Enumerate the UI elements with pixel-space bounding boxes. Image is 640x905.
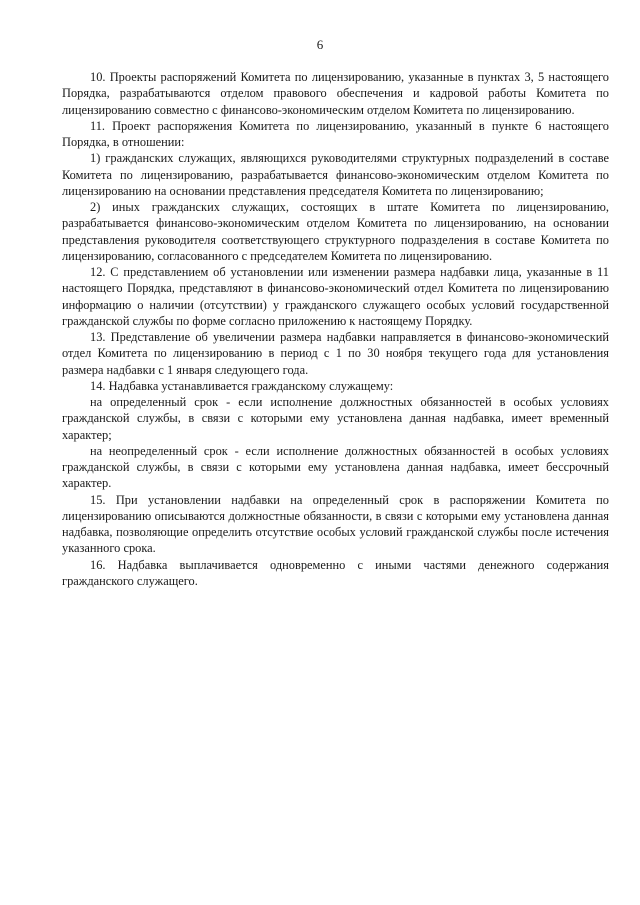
paragraph-15: 15. При установлении надбавки на определенный срок в распоряжении Комитета по лицензированию описываются должностные обязанности, в связи с которыми ему установлена данная надбавка, позволяющие определить отсутствие особых условий гражданской службы после истечения указанного срока. (62, 492, 609, 556)
page-number: 6 (316, 37, 324, 52)
paragraph-16: 16. Надбавка выплачивается одновременно с иными частями денежного содержания гражданского служащего. (62, 557, 609, 588)
paragraph-11-item-1: 1) гражданских служащих, являющихся руководителями структурных подразделений в составе Комитета по лицензированию, разрабатывается финансово-экономическим отделом Комитета по лицензированию на основании представления председателя Комитета по лицензированию; (62, 151, 609, 198)
paragraph-10: 10. Проекты распоряжений Комитета по лицензированию, указанные в пунктах 3, 5 настоящего Порядка, разрабатываются отделом правового обеспечения и кадровой работы Комитета по лицензированию совместно с финансово-экономическим отделом Комитета по лицензированию. (62, 70, 609, 117)
paragraph-12: 12. С представлением об установлении или изменении размера надбавки лица, указанные в 11 настоящего Порядка, представляют в финансово-экономический отдел Комитета по лицензированию информацию о наличии (отсутствии) у гражданского служащего особых условий государственной гражданской службы по форме согласно приложению к настоящему Порядку. (62, 265, 609, 328)
document-body (62, 69, 609, 589)
paragraph-13: 13. Представление об увеличении размера надбавки направляется в финансово-экономический отдел Комитета по лицензированию в период с 1 по 30 ноября текущего года для установления размера надбавки с 1 января следующего года. (62, 330, 609, 377)
paragraph-11-item-2: 2) иных гражданских служащих, состоящих в штате Комитета по лицензированию, разрабатывается финансово-экономическим отделом Комитета по лицензированию, на основании представления руководителя соответствующего структурного подразделения в составе Комитета по лицензированию, согласованного с председателем Комитета по лицензированию. (62, 200, 609, 263)
paragraph-14-fixed-term: на определенный срок - если исполнение должностных обязанностей в особых условиях гражданской службы, в связи с которыми ему установлена данная надбавка, имеет временный характер; (62, 395, 609, 442)
paragraph-14: 14. Надбавка устанавливается гражданскому служащему: (90, 378, 394, 393)
paragraph-11: 11. Проект распоряжения Комитета по лицензированию, указанный в пункте 6 настоящего Порядка, в отношении: (62, 118, 609, 149)
paragraph-14-indefinite-term: на неопределенный срок - если исполнение должностных обязанностей в особых условиях гражданской службы, в связи с которыми ему установлена данная надбавка, имеет бессрочный характер. (62, 443, 609, 491)
